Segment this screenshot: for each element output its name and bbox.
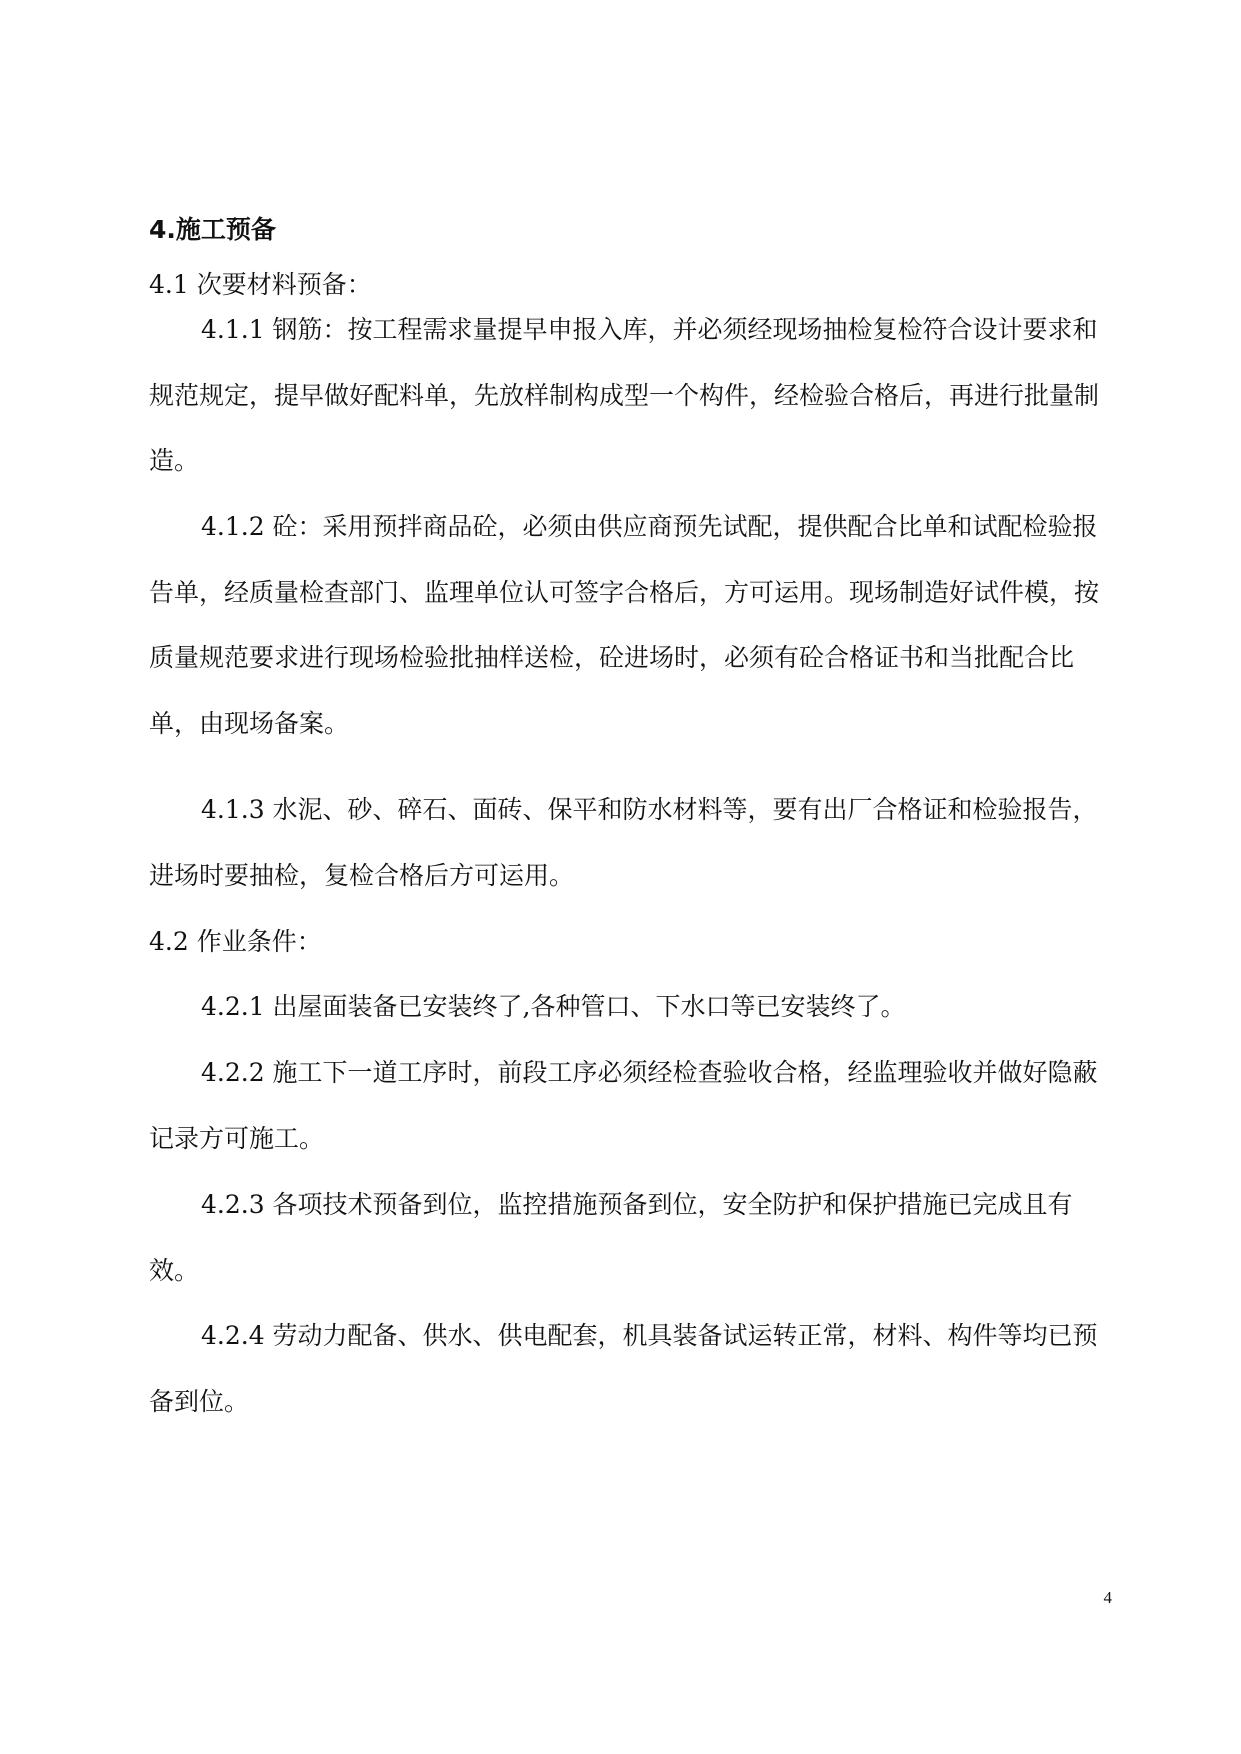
paragraph-4-1-2: 4.1.2 砼：采用预拌商品砼，必须由供应商预先试配，提供配合比单和试配检验报告单，经质量检查部门、监理单位认可签字合格后，方可运用。现场制造好试件模，按质量规范要求进行现场检验批抽样送检，砼进场时，必须有砼合格证书和当批配合比单，由现场备案。 — [149, 512, 1100, 738]
paragraph-4-2-1: 4.2.1 出屋面装备已安装终了,各种管口、下水口等已安装终了。 — [201, 992, 906, 1021]
paragraph-4-2-3: 4.2.3 各项技术预备到位，监控措施预备到位，安全防护和保护措施已完成且有效。 — [149, 1190, 1073, 1285]
paragraph-4-2: 4.2 作业条件： — [149, 927, 322, 956]
paragraph-4-1-3: 4.1.3 水泥、砂、碎石、面砖、保平和防水材料等，要有出厂合格证和检验报告，进场时要抽检，复检合格后方可运用。 — [149, 795, 1098, 890]
page-number: 4 — [1103, 1588, 1112, 1607]
paragraph-4-1: 4.1 次要材料预备： — [149, 270, 372, 299]
paragraph-4-2-2: 4.2.2 施工下一道工序时，前段工序必须经检查验收合格，经监理验收并做好隐蔽记录方可施工。 — [149, 1058, 1098, 1153]
paragraph-4-2-4: 4.2.4 劳动力配备、供水、供电配套，机具装备试运转正常，材料、构件等均已预备到位。 — [149, 1321, 1098, 1416]
section-heading: 4.施工预备 — [149, 215, 276, 244]
paragraph-4-1-1: 4.1.1 钢筋：按工程需求量提早申报入库，并必须经现场抽检复检符合设计要求和规范规定，提早做好配料单，先放样制构成型一个构件，经检验合格后，再进行批量制造。 — [149, 315, 1100, 475]
